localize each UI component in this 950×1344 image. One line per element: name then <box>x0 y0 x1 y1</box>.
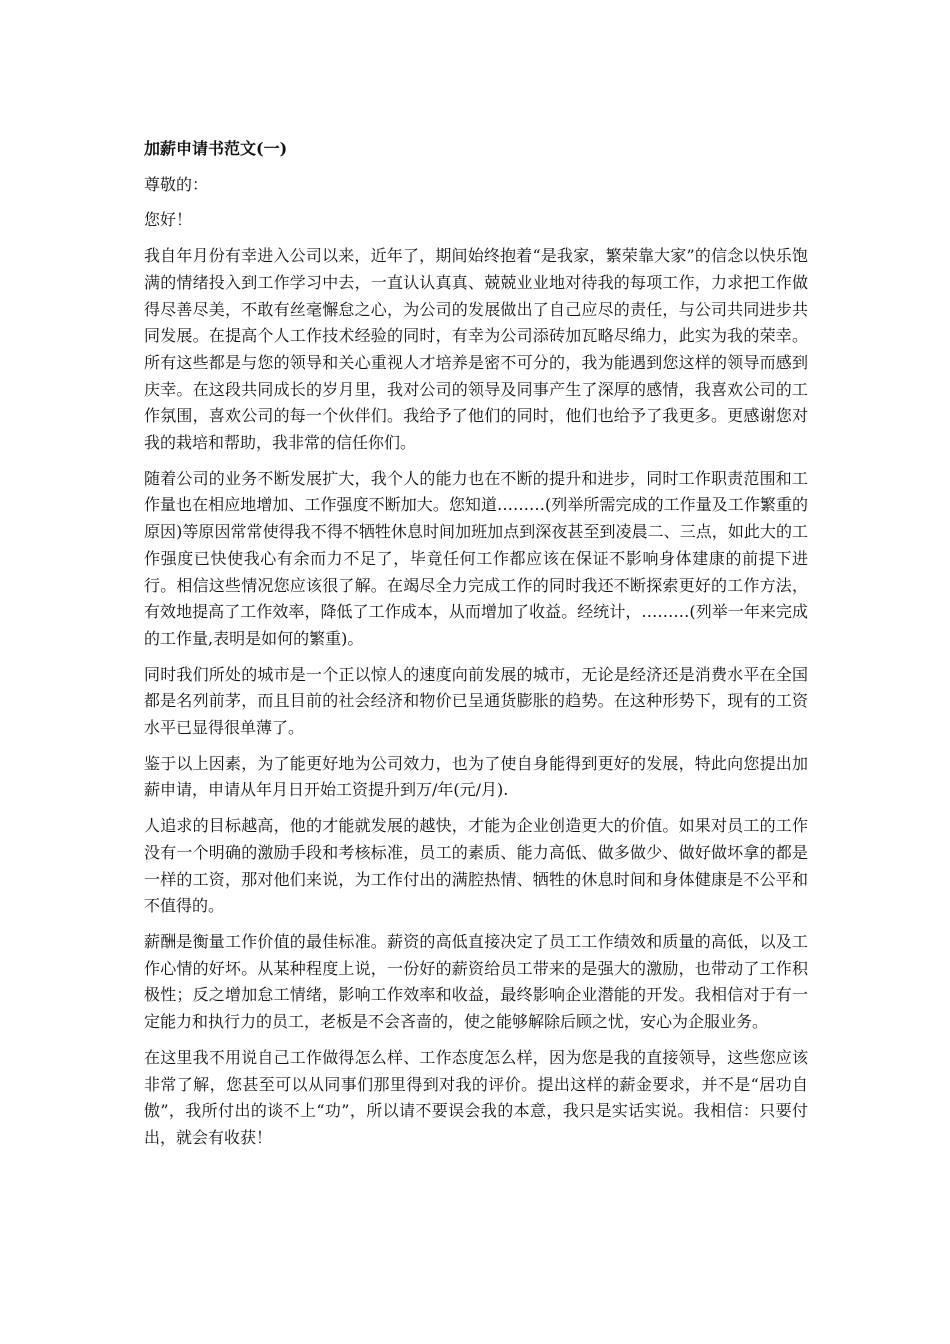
paragraph-closing: 在这里我不用说自己工作做得怎么样、工作态度怎么样，因为您是我的直接领导，这些您应该非常了解，您甚至可以从同事们那里得到对我的评价。提出这样的薪金要求，并不是“居功自傲”，我所付出的谈不上“功”，所以请不要误会我的本意，我只是实话实说。我相信：只要付出，就会有收获！ <box>144 1047 808 1147</box>
paragraph-motivation: 人追求的目标越高，他的才能就发展的越快，才能为企业创造更大的价值。如果对员工的工作没有一个明确的激励手段和考核标准，员工的素质、能力高低、做多做少、做好做坏拿的都是一样的工资，那对他们来说，为工作付出的满腔热情、牺牲的休息时间和身体健康是不公平和不值得的。 <box>144 816 808 916</box>
paragraph-join-company: 我自年月份有幸进入公司以来，近年了，期间始终抱着“是我家，繁荣靠大家”的信念以快乐饱满的情绪投入到工作学习中去，一直认认真真、兢兢业业地对待我的每项工作，力求把工作做得尽善尽美，不敢有丝毫懈怠之心，为公司的发展做出了自己应尽的责任，与公司共同进步共同发展。在提高个人工作技术经验的同时，有幸为公司添砖加瓦略尽绵力，此实为我的荣幸。所有这些都是与您的领导和关心重视人才培养是密不可分的，我为能遇到您这样的领导而感到庆幸。在这段共同成长的岁月里，我对公司的领导及同事产生了深厚的感情，我喜欢公司的工作氛围，喜欢公司的每一个伙伴们。我给予了他们的同时，他们也给予了我更多。更感谢您对我的栽培和帮助，我非常的信任你们。 <box>144 246 808 453</box>
paragraph-raise-request: 鉴于以上因素，为了能更好地为公司效力，也为了使自身能得到更好的发展，特此向您提出加薪申请，申请从年月日开始工资提升到万/年(元/月). <box>144 753 808 800</box>
paragraph-compensation: 薪酬是衡量工作价值的最佳标准。薪资的高低直接决定了员工工作绩效和质量的高低，以及工作心情的好坏。从某种程度上说，一份好的薪资给员工带来的是强大的激励，也带动了工作积极性；反之增加怠工情绪，影响工作效率和收益，最终影响企业潜能的开发。我相信对于有一定能力和执行力的员工，老板是不会吝啬的，使之能够解除后顾之忧，安心为企服业务。 <box>144 931 808 1032</box>
salutation: 尊敬的： <box>144 174 209 194</box>
greeting: 您好！ <box>144 210 193 230</box>
document-body <box>144 136 808 1161</box>
paragraph-workload: 随着公司的业务不断发展扩大，我个人的能力也在不断的提升和进步，同时工作职责范围和工作量也在相应地增加、工作强度不断加大。您知道………(列举所需完成的工作量及工作繁重的原因)等原因常常使得我不得不牺牲休息时间加班加点到深夜甚至到凌晨二、三点，如此大的工作强度已快使我心有余而力不足了，毕竟任何工作都应该在保证不影响身体建康的前提下进行。相信这些情况您应该很了解。在竭尽全力完成工作的同时我还不断探索更好的工作方法，有效地提高了工作效率，降低了工作成本，从而增加了收益。经统计，………(列举一年来完成的工作量,表明是如何的繁重)。 <box>144 468 808 648</box>
document-title: 加薪申请书范文(一) <box>144 139 288 158</box>
paragraph-city-economy: 同时我们所处的城市是一个正以惊人的速度向前发展的城市，无论是经济还是消费水平在全国都是名列前茅，而且目前的社会经济和物价已呈通货膨胀的趋势。在这种形势下，现有的工资水平已显得很单薄了。 <box>144 664 808 738</box>
